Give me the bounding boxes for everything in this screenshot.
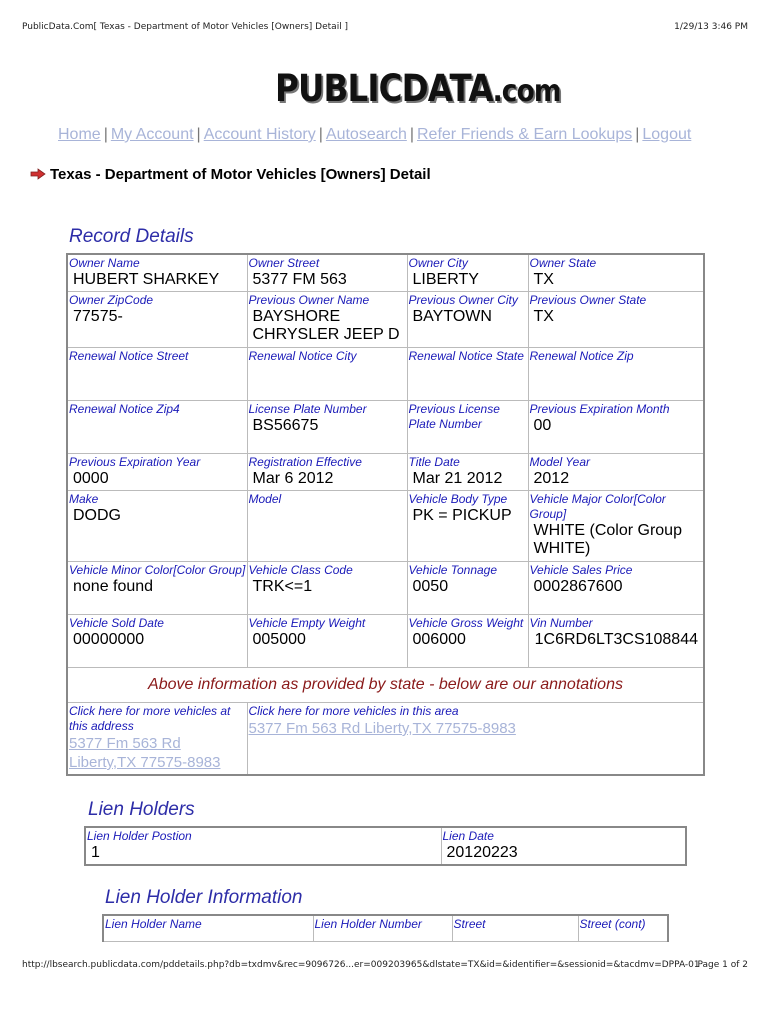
- lien-holders-table: [84, 826, 687, 866]
- field-label: Vehicle Minor Color[Color Group]: [69, 563, 246, 577]
- record-field: [528, 348, 704, 401]
- record-field: [528, 562, 704, 615]
- vehicles-in-area-cell: [247, 703, 704, 776]
- logo-main: PUBLICDATA: [275, 67, 493, 110]
- area-address-link[interactable]: 5377 Fm 563 Rd Liberty,TX 77575-8983: [248, 720, 516, 737]
- vehicles-at-address-cell: [67, 703, 247, 776]
- field-value: TX: [533, 271, 554, 288]
- lien-holder-number-header: Lien Holder Number: [313, 915, 452, 941]
- field-label: Previous Expiration Month: [529, 402, 670, 416]
- record-field: [247, 562, 407, 615]
- lien-holder-name-header: Lien Holder Name: [103, 915, 313, 941]
- field-label: Vehicle Gross Weight: [408, 616, 524, 630]
- field-label: Model: [248, 492, 282, 506]
- vehicles-at-address-label: Click here for more vehicles at this address: [69, 704, 231, 733]
- record-field: [407, 348, 528, 401]
- record-field: [247, 348, 407, 401]
- record-field: [528, 454, 704, 491]
- record-field: [67, 562, 247, 615]
- field-label: Registration Effective: [248, 455, 362, 469]
- address-line2-link[interactable]: Liberty,TX 77575-8983: [69, 754, 221, 771]
- record-field: [528, 491, 704, 562]
- field-label: Renewal Notice Zip4: [69, 402, 180, 416]
- field-value: BS56675: [252, 417, 319, 434]
- nav-logout-link[interactable]: Logout: [642, 126, 692, 143]
- nav-home-link[interactable]: Home: [58, 126, 101, 143]
- field-value: 5377 FM 563: [252, 271, 347, 288]
- lien-holder-info-table: [102, 914, 669, 942]
- field-value: Mar 6 2012: [252, 470, 334, 487]
- field-value: HUBERT SHARKEY: [73, 271, 220, 288]
- nav-autosearch-link[interactable]: Autosearch: [325, 126, 407, 143]
- record-row: [67, 348, 704, 401]
- field-label: Previous Owner Name: [248, 293, 370, 307]
- field-label: Vehicle Sold Date: [69, 616, 164, 630]
- field-value: Mar 21 2012: [412, 470, 503, 487]
- record-field: [247, 401, 407, 454]
- record-row: [67, 254, 704, 292]
- arrow-right-icon: [30, 167, 46, 184]
- record-field: [67, 491, 247, 562]
- record-field: [67, 348, 247, 401]
- nav-refer-friends-link[interactable]: Refer Friends & Earn Lookups: [417, 126, 633, 143]
- print-footer-url: http://lbsearch.publicdata.com/pddetails.php?db=txdmv&rec=9096726...er=009203965&dlstate=TX&id=&identifier=&sessionid=&tacdmv=DPPA-01: [22, 960, 700, 970]
- record-field: [247, 491, 407, 562]
- field-label: Renewal Notice Street: [69, 349, 189, 363]
- page-title: [30, 166, 431, 184]
- field-label: License Plate Number: [248, 402, 367, 416]
- record-field: [407, 254, 528, 292]
- street-cont-header: Street (cont): [578, 915, 668, 941]
- field-value: 1C6RD6LT3CS108844: [534, 631, 698, 648]
- street-header: Street: [452, 915, 578, 941]
- field-label: Previous License Plate Number: [408, 402, 500, 431]
- field-value: BAYSHORE CHRYSLER JEEP D: [252, 308, 400, 343]
- record-field: [67, 254, 247, 292]
- record-field: [407, 491, 528, 562]
- field-label: Renewal Notice City: [248, 349, 357, 363]
- record-row: [67, 615, 704, 668]
- record-row: [67, 401, 704, 454]
- nav-my-account-link[interactable]: My Account: [110, 126, 194, 143]
- field-label: Vehicle Class Code: [248, 563, 353, 577]
- print-footer-page: Page 1 of 2: [697, 960, 748, 970]
- record-field: [528, 292, 704, 348]
- field-value: TX: [533, 308, 554, 325]
- field-value: WHITE (Color Group WHITE): [533, 522, 682, 557]
- record-row: [67, 491, 704, 562]
- field-value: 77575-: [73, 308, 123, 325]
- record-field: [407, 292, 528, 348]
- address-line1-link[interactable]: 5377 Fm 563 Rd: [69, 735, 181, 752]
- field-label: Model Year: [529, 455, 590, 469]
- field-label: Previous Owner City: [408, 293, 518, 307]
- record-field: [528, 615, 704, 668]
- logo-suffix: .com: [492, 74, 561, 109]
- field-label: Previous Owner State: [529, 293, 647, 307]
- field-label: Owner City: [408, 256, 468, 270]
- field-value: 005000: [252, 631, 306, 648]
- lien-position-value: 1: [91, 844, 100, 861]
- field-label: Vehicle Major Color[Color Group]: [529, 492, 666, 521]
- lien-position-cell: [85, 827, 441, 865]
- record-field: [67, 401, 247, 454]
- record-row: [67, 292, 704, 348]
- field-value: PK = PICKUP: [412, 507, 512, 524]
- record-field: [528, 254, 704, 292]
- field-value: 0000: [73, 470, 109, 487]
- field-value: BAYTOWN: [412, 308, 492, 325]
- lien-date-cell: [441, 827, 686, 865]
- field-label: Vehicle Empty Weight: [248, 616, 366, 630]
- record-details-table: [66, 253, 705, 776]
- top-nav: Home | My Account | Account History | Autosearch | Refer Friends & Earn Lookups | Logout: [58, 126, 692, 143]
- record-field: [407, 454, 528, 491]
- field-label: Vehicle Tonnage: [408, 563, 498, 577]
- field-label: Title Date: [408, 455, 460, 469]
- field-label: Owner ZipCode: [69, 293, 154, 307]
- lien-holder-info-heading: Lien Holder Information: [105, 887, 303, 908]
- record-field: [67, 615, 247, 668]
- record-field: [67, 292, 247, 348]
- lien-holders-heading: Lien Holders: [88, 799, 195, 820]
- field-value: 00000000: [73, 631, 145, 648]
- field-value: none found: [73, 578, 154, 595]
- page-title-text: Texas - Department of Motor Vehicles [Owners] Detail: [50, 166, 431, 183]
- record-details-heading: Record Details: [69, 226, 194, 247]
- record-field: [407, 401, 528, 454]
- lien-date-label: Lien Date: [442, 829, 494, 843]
- record-field: [528, 401, 704, 454]
- field-label: Vehicle Body Type: [408, 492, 508, 506]
- field-label: Make: [69, 492, 99, 506]
- field-label: Renewal Notice Zip: [529, 349, 634, 363]
- record-field: [247, 615, 407, 668]
- field-label: Vehicle Sales Price: [529, 563, 633, 577]
- annotation-note: Above information as provided by state - below are our annotations: [67, 668, 704, 703]
- field-label: Owner Street: [248, 256, 320, 270]
- record-field: [247, 292, 407, 348]
- record-field: [407, 615, 528, 668]
- field-value: DODG: [73, 507, 121, 524]
- field-value: 0002867600: [533, 578, 623, 595]
- lien-position-label: Lien Holder Postion: [87, 829, 192, 843]
- record-field: [247, 254, 407, 292]
- vehicles-in-area-label: Click here for more vehicles in this area: [248, 704, 459, 718]
- field-value: 00: [533, 417, 552, 434]
- record-row: [67, 562, 704, 615]
- publicdata-logo[interactable]: [275, 66, 561, 112]
- field-label: Owner State: [529, 256, 597, 270]
- field-value: 006000: [412, 631, 466, 648]
- lien-date-value: 20120223: [446, 844, 518, 861]
- field-value: 2012: [533, 470, 570, 487]
- field-label: Renewal Notice State: [408, 349, 524, 363]
- field-value: 0050: [412, 578, 449, 595]
- field-label: Owner Name: [69, 256, 140, 270]
- nav-account-history-link[interactable]: Account History: [203, 126, 316, 143]
- field-value: LIBERTY: [412, 271, 479, 288]
- record-field: [67, 454, 247, 491]
- record-field: [247, 454, 407, 491]
- field-value: TRK<=1: [252, 578, 313, 595]
- field-label: Previous Expiration Year: [69, 455, 201, 469]
- print-header-date: 1/29/13 3:46 PM: [674, 22, 748, 32]
- record-field: [407, 562, 528, 615]
- record-row: [67, 454, 704, 491]
- field-label: Vin Number: [529, 616, 593, 630]
- print-header-title: PublicData.Com[ Texas - Department of Motor Vehicles [Owners] Detail ]: [22, 22, 349, 32]
